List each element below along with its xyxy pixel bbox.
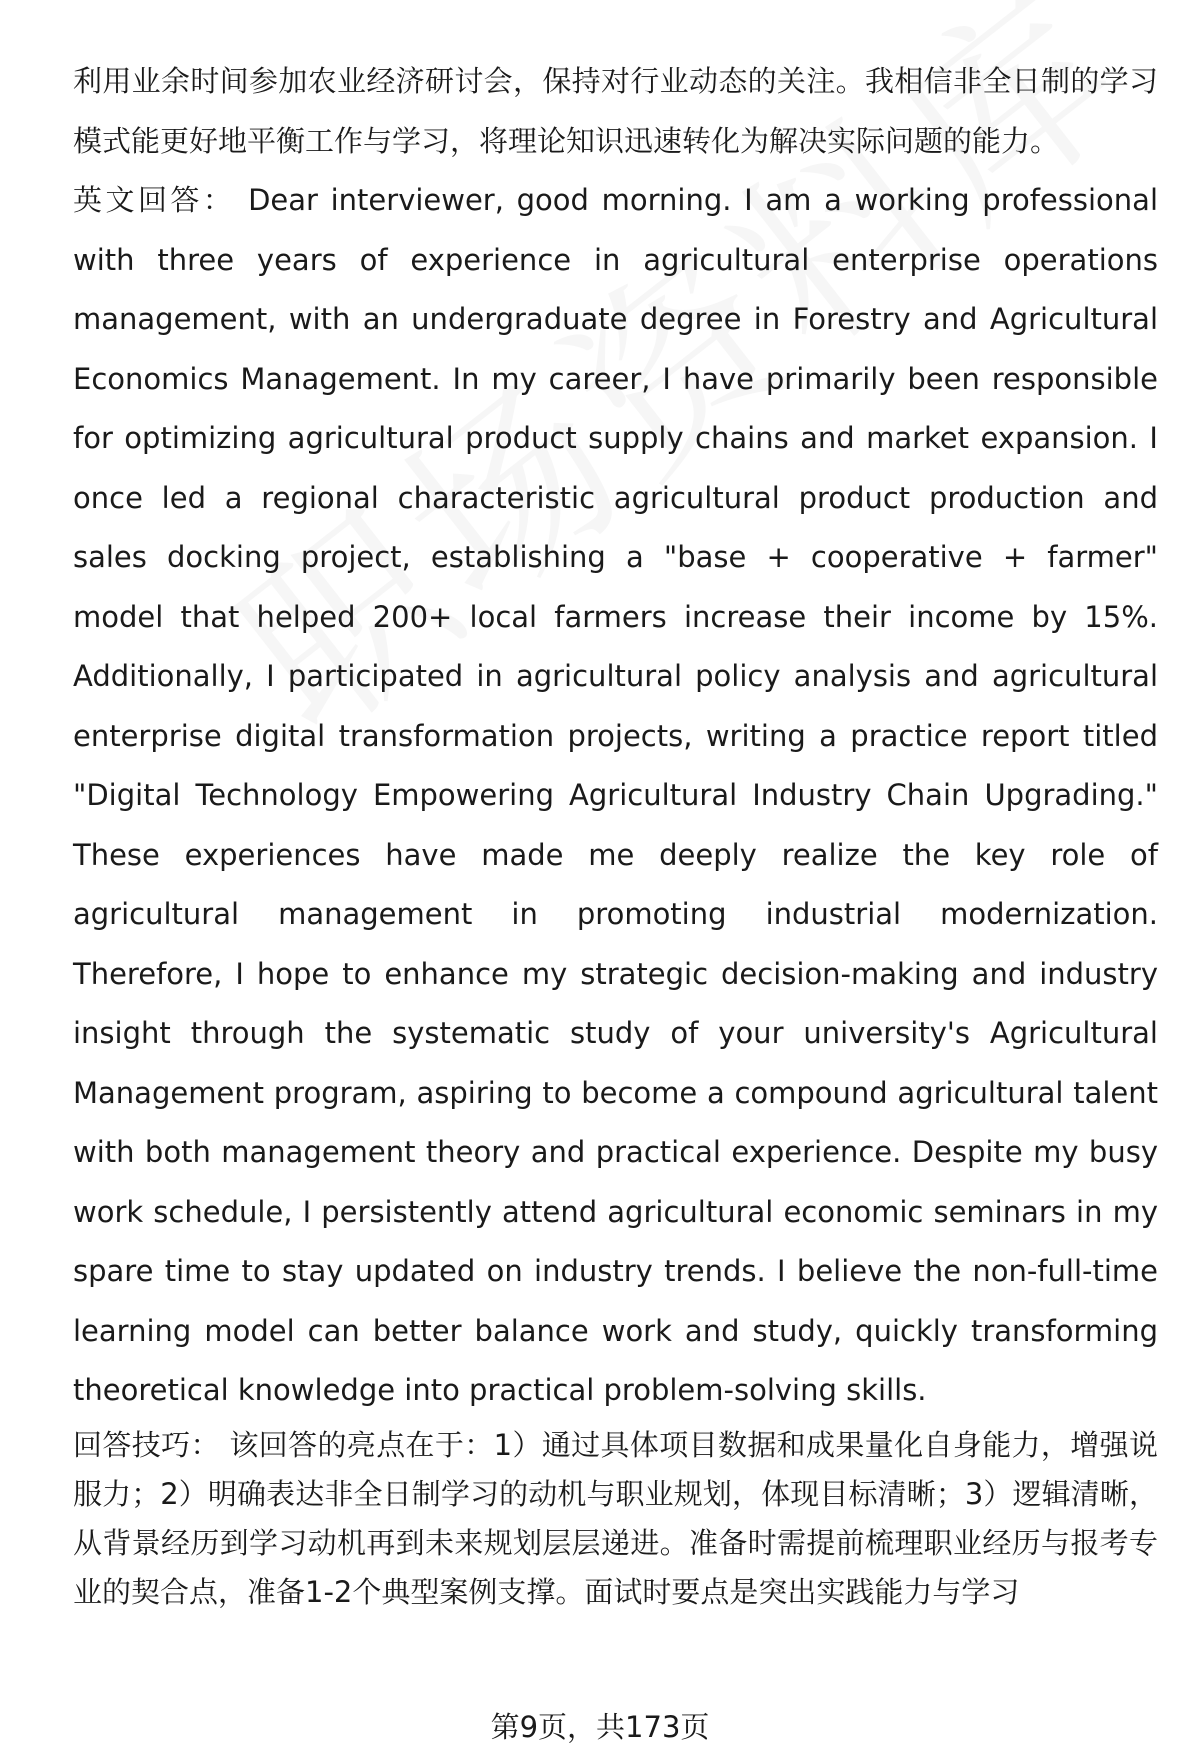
english-answer-label: 英文回答： [73,183,236,217]
english-answer-text: Dear interviewer, good morning. I am a working professional with three years of experience in agricultural enterprise operations management, with an undergraduate degree in Forestry and Agricultural Economics Management. In my career, I have primarily been responsible for optimizing agricultural product supply chains and market expansion. I once led a regional characteristic agricultural product production and sales docking project, establishing a "base + cooperative + farmer" model that helped 200+ local farmers increase their income by 15%. Additionally, I participated in agricultural policy analysis and agricultural enterprise digital transformation projects, writing a practice report titled "Digital Technology Empowering Agricultural Industry Chain Upgrading." These experiences have made me deeply realize the key role of agricultural management in promoting industrial modernization. Therefore, I hope to enhance my strategic decision-making and industry insight through the systematic study of your university's Agricultural Management program, aspiring to become a compound agricultural talent with both management theory and practical experience. Despite my busy work schedule, I persistently attend agricultural economic seminars in my spare time to stay updated on industry trends. I believe the non-full-time learning model can better balance work and study, quickly transforming theoretical knowledge into practical problem-solving skills. [73,183,1158,1407]
answer-tips-text: 该回答的亮点在于：1）通过具体项目数据和成果量化自身能力，增强说服力；2）明确表达非全日制学习的动机与职业规划，体现目标清晰；3）逻辑清晰，从背景经历到学习动机再到未来规划层层递进。准备时需提前梳理职业经历与报考专业的契合点，准备1-2个典型案例支撑。面试时要点是突出实践能力与学习 [73,1427,1158,1609]
page-number-footer: 第9页，共173页 [490,1710,710,1744]
english-answer [73,171,1158,1421]
chinese-answer-tail: 利用业余时间参加农业经济研讨会，保持对行业动态的关注。我相信非全日制的学习模式能更好地平衡工作与学习，将理论知识迅速转化为解决实际问题的能力。 [73,64,1158,158]
answer-tips-label: 回答技巧： [73,1427,220,1462]
answer-tips [73,1421,1158,1617]
document-page [73,52,1158,1617]
